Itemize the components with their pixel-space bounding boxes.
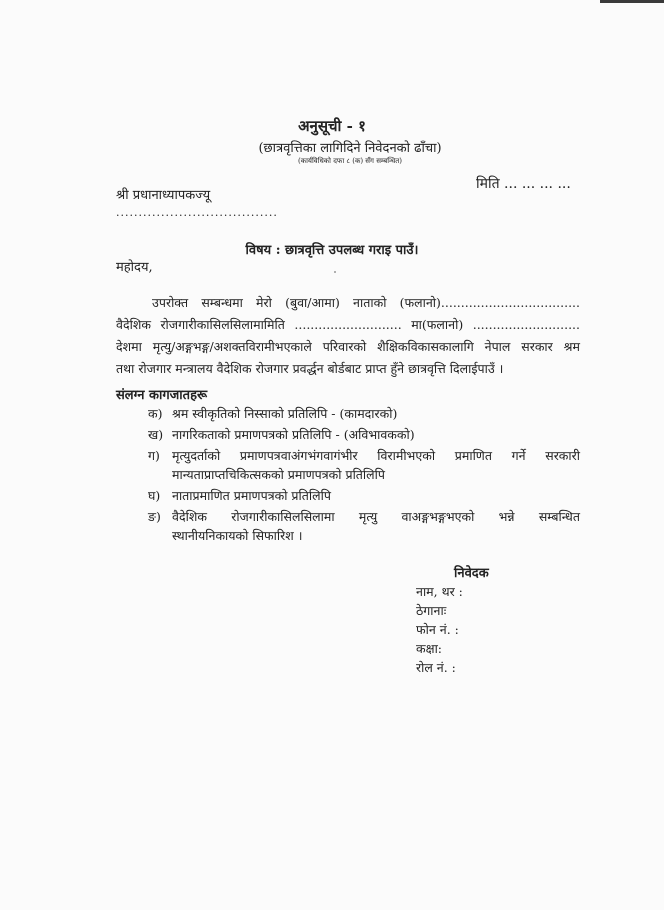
subject-line: विषय : छात्रवृत्ति उपलब्ध गराइ पाउँ।	[245, 243, 419, 258]
attachment-text	[172, 446, 580, 484]
attachment-label: ख)	[148, 427, 164, 442]
form-reference: (कार्यविधिको दफा ८ (क) सँग सम्बन्धित)	[298, 157, 402, 165]
applicant-field-address: ठेगानाः	[416, 603, 447, 618]
attachment-text: नागरिकताको प्रमाणपत्रको प्रतिलिपि - (अविभावकको)	[172, 427, 415, 442]
applicant-field-class: कक्षा:	[416, 641, 443, 656]
applicant-field-roll: रोल नं. :	[416, 660, 456, 675]
attachment-item	[148, 446, 580, 484]
form-title: अनुसूची - १	[298, 117, 366, 135]
attachment-item	[148, 425, 580, 444]
attachments-list	[148, 404, 580, 547]
body-line: वैदेशिक रोजगारीकासिलसिलामामिति ........................... मा(फलानो) ...........................	[116, 317, 580, 332]
addressee-name: श्री प्रधानाध्यापकज्यू	[116, 188, 211, 203]
body-line: तथा रोजगार मन्त्रालय वैदेशिक रोजगार प्रवर्द्धन बोर्डबाट प्राप्त हुँने छात्रवृत्ति दिलाईपाउँ ।	[116, 361, 504, 376]
attachment-label: ग)	[148, 448, 160, 463]
attachment-text: नाताप्रमाणित प्रमाणपत्रको प्रतिलिपि	[172, 488, 331, 503]
attachment-text: श्रम स्वीकृतिको निस्साको प्रतिलिपि - (कामदारको)	[172, 406, 398, 421]
attachment-text-line: वैदेशिक रोजगारीकासिलसिलामा मृत्यु वाअङ्गभङ्गभएको भन्ने सम्बन्धित	[172, 509, 580, 524]
attachment-label: क)	[148, 406, 163, 421]
attachment-item	[148, 507, 580, 545]
scan-edge-mark	[600, 0, 664, 3]
applicant-fields	[416, 582, 463, 677]
addressee-blank-line: ....................................	[116, 206, 278, 219]
applicant-heading: निवेदक	[454, 566, 489, 581]
attachment-text-line: मान्यताप्राप्तचिकित्सकको प्रमाणपत्रको प्रतिलिपि	[172, 467, 385, 482]
scan-speck	[334, 271, 336, 273]
date-field: मिति ... ... ... ...	[476, 176, 571, 192]
form-subtitle: (छात्रवृत्तिका लागिदिने निवेदनको ढाँचा)	[258, 141, 442, 156]
attachment-label: घ)	[148, 488, 161, 503]
body-line: उपरोक्त सम्बन्धमा मेरो (बुवा/आमा) नाताको (फलानो)...................................	[152, 295, 580, 310]
attachment-text-line: मृत्युदर्ताको प्रमाणपत्रवाअंगभंगवागंभीर विरामीभएको प्रमाणित गर्ने सरकारी	[172, 448, 580, 463]
attachment-item	[148, 486, 580, 505]
attachment-text-line: स्थानीयनिकायको सिफारिश ।	[172, 528, 303, 543]
body-line: देशमा मृत्यु/अङ्गभङ्ग/अशक्तविरामीभएकाले परिवारको शैक्षिकविकासकालागि नेपाल सरकार श्रम	[116, 339, 580, 354]
attachment-item	[148, 404, 580, 423]
applicant-field-phone: फोन नं. :	[416, 622, 459, 637]
salutation: महोदय,	[116, 260, 153, 275]
attachment-text	[172, 507, 580, 545]
applicant-field-name: नाम, थर :	[416, 584, 463, 599]
attachment-label: ङ)	[148, 509, 161, 524]
attachments-heading: संलग्न कागजातहरू	[116, 388, 208, 403]
body-paragraph	[116, 292, 580, 380]
